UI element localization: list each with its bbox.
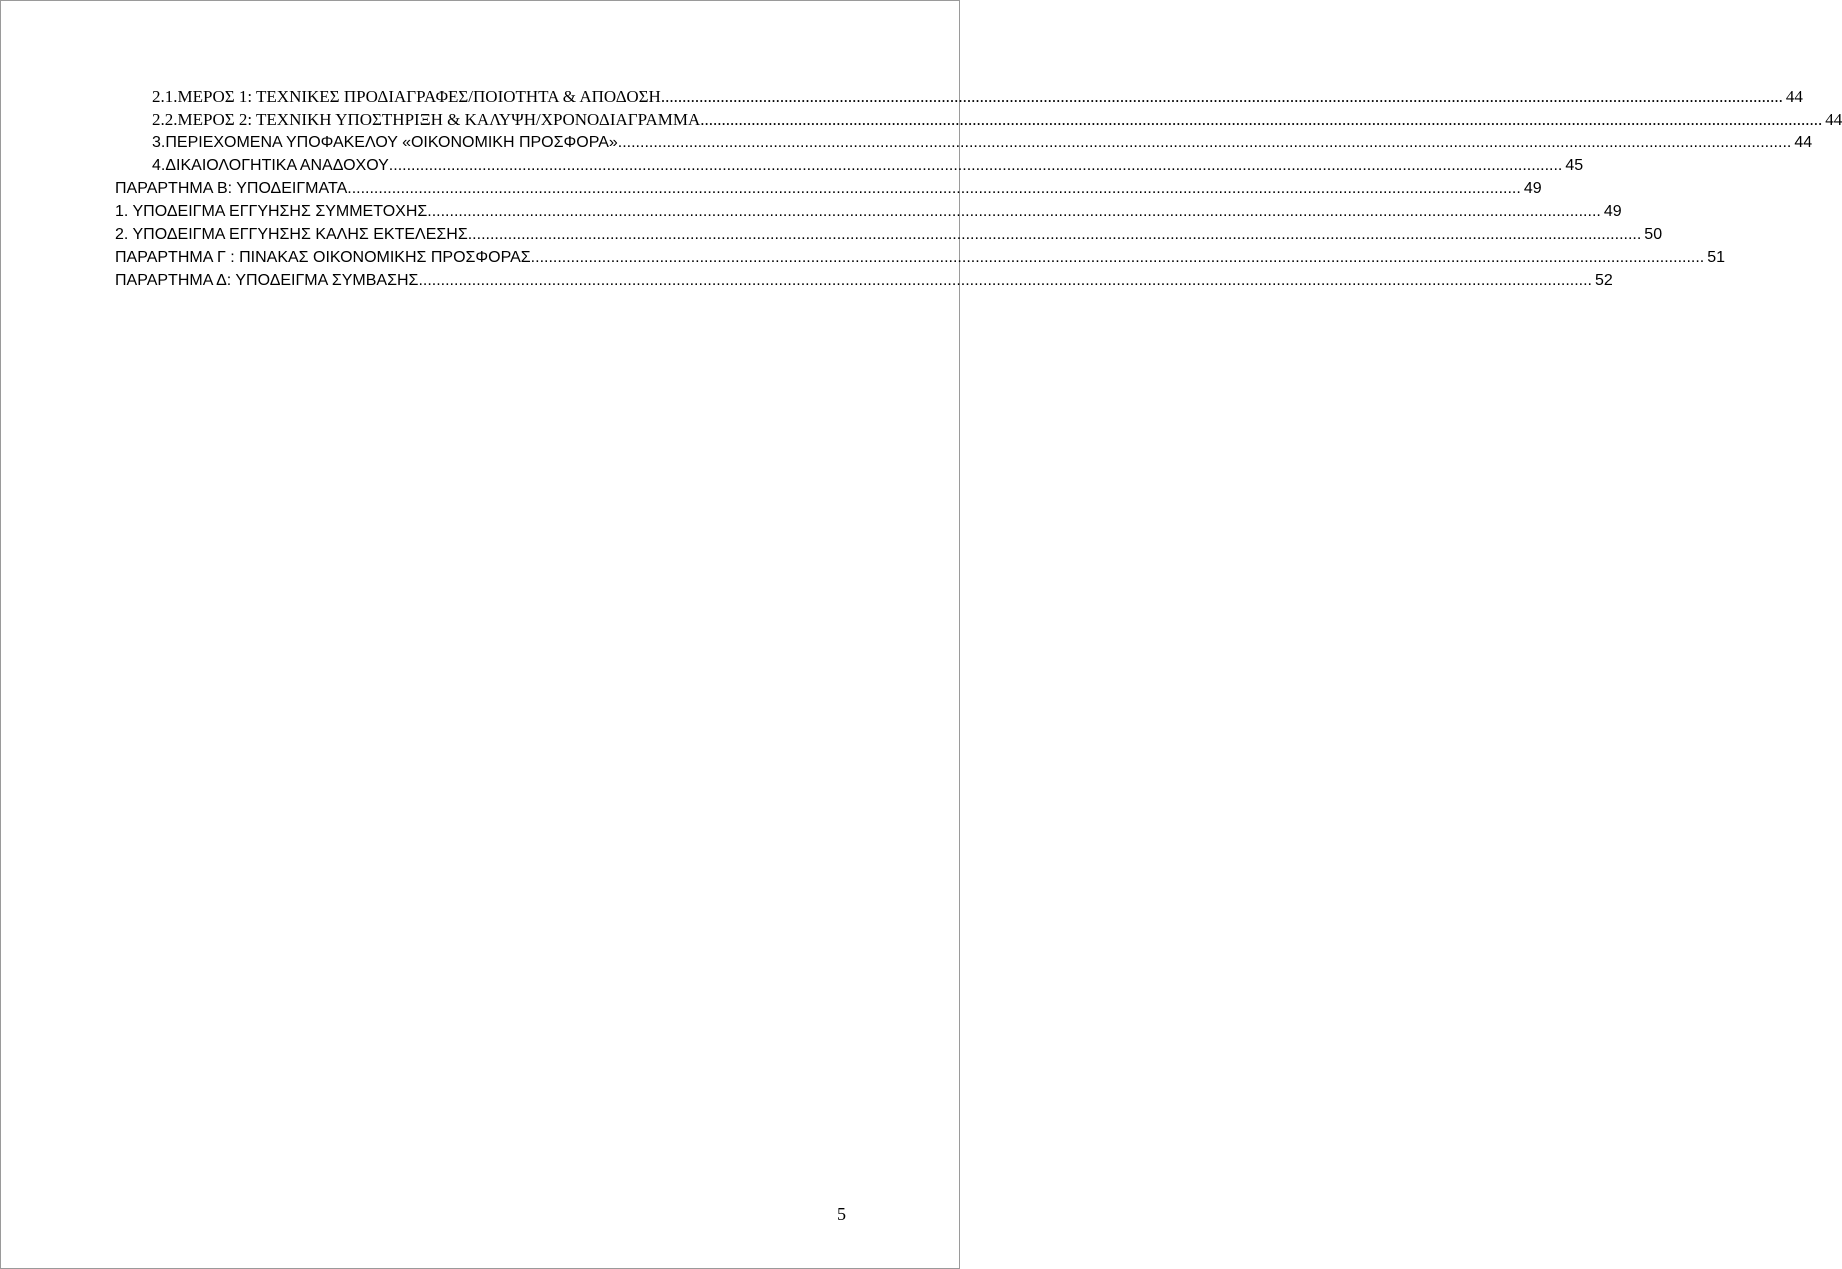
toc-leader-dots	[661, 85, 1783, 108]
toc-entry-page: 50	[1644, 226, 1663, 243]
toc-entry-number: 3.	[152, 134, 166, 151]
toc-entry-title: ΠΑΡΑΡΤΗΜΑ Δ: ΥΠΟΔΕΙΓΜΑ ΣΥΜΒΑΣΗΣ	[115, 272, 419, 289]
toc-entry-page: 52	[1595, 272, 1613, 289]
toc-entry[interactable]	[115, 223, 1663, 246]
toc-entry-number: 2.1.	[152, 87, 178, 106]
toc-leader-dots	[700, 108, 1822, 131]
toc-leader-dots	[418, 269, 1592, 292]
toc-leader-dots	[468, 223, 1642, 246]
toc-entry[interactable]	[115, 200, 1622, 223]
toc-entry-page: 51	[1707, 249, 1726, 266]
toc-entry[interactable]	[115, 108, 1842, 131]
toc-leader-dots	[531, 246, 1705, 269]
toc-entry-page: 45	[1565, 157, 1584, 174]
toc-entry[interactable]	[115, 177, 1542, 200]
toc-entry-page: 44	[1794, 134, 1813, 151]
toc-entry-title: ΠΕΡΙΕΧΟΜΕΝΑ ΥΠΟΦΑΚΕΛΟΥ «ΟΙΚΟΝΟΜΙΚΗ ΠΡΟΣΦΟΡΑ»	[165, 134, 618, 151]
toc-entry[interactable]	[115, 154, 1584, 177]
toc-leader-dots	[427, 200, 1601, 223]
toc-entry-title: ΔΙΚΑΙΟΛΟΓΗΤΙΚΑ ΑΝΑΔΟΧΟΥ	[165, 157, 389, 174]
toc-entry-title: ΠΑΡΑΡΤΗΜΑ Γ : ΠΙΝΑΚΑΣ ΟΙΚΟΝΟΜΙΚΗΣ ΠΡΟΣΦΟΡΑΣ	[115, 249, 531, 266]
toc-entry-title: ΠΑΡΑΡΤΗΜΑ Β: ΥΠΟΔΕΙΓΜΑΤΑ	[115, 180, 348, 197]
table-of-contents	[115, 85, 1842, 292]
toc-entry-number: 2.2.	[152, 110, 178, 129]
toc-entry[interactable]	[115, 85, 1803, 108]
toc-leader-dots	[347, 177, 1521, 200]
page-number: 5	[837, 1204, 846, 1224]
toc-entry-page: 44	[1825, 110, 1842, 129]
toc-entry[interactable]	[115, 246, 1726, 269]
toc-entry-page: 44	[1785, 87, 1803, 106]
toc-entry[interactable]	[115, 131, 1813, 154]
toc-entry-number: 4.	[152, 157, 166, 174]
toc-entry-title: ΜΕΡΟΣ 1: ΤΕΧΝΙΚΕΣ ΠΡΟΔΙΑΓΡΑΦΕΣ/ΠΟΙΟΤΗΤΑ & ΑΠΟΔΟΣΗ	[177, 87, 661, 106]
toc-entry-title: ΜΕΡΟΣ 2: ΤΕΧΝΙΚΗ ΥΠΟΣΤΗΡΙΞΗ & ΚΑΛΥΨΗ/ΧΡΟΝΟΔΙΑΓΡΑΜΜΑ	[177, 110, 701, 129]
toc-leader-dots	[389, 154, 1563, 177]
toc-entry[interactable]	[115, 269, 1613, 292]
toc-leader-dots	[618, 131, 1792, 154]
toc-entry-page: 49	[1523, 180, 1542, 197]
toc-entry-title: 2. ΥΠΟΔΕΙΓΜΑ ΕΓΓΥΗΣΗΣ ΚΑΛΗΣ ΕΚΤΕΛΕΣΗΣ	[115, 226, 468, 243]
toc-entry-page: 49	[1603, 203, 1622, 220]
toc-entry-title: 1. ΥΠΟΔΕΙΓΜΑ ΕΓΓΥΗΣΗΣ ΣΥΜΜΕΤΟΧΗΣ	[115, 203, 428, 220]
